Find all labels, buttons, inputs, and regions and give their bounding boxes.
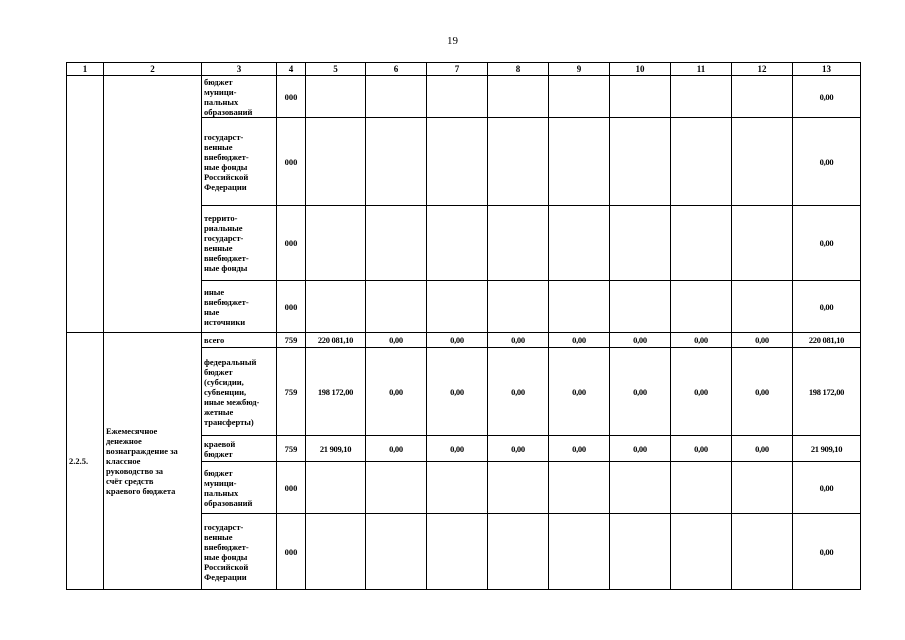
column-header: 5 [306,63,366,76]
total-cell: 0,00 [793,514,861,590]
funding-source-cell: федеральный бюджет (субсидии, субвенции, иные межбюд- жетные трансферты) [202,348,277,436]
column-header: 8 [488,63,549,76]
value-cell: 0,00 [549,348,610,436]
value-cell: 0,00 [732,436,793,462]
column-header: 13 [793,63,861,76]
funding-source-cell: всего [202,333,277,348]
item-code: 2.2.5. [67,333,104,590]
column-header: 1 [67,63,104,76]
funding-source-cell: бюджет муници- пальных образований [202,462,277,514]
value-cell: 0,00 [366,333,427,348]
budget-code-cell: 000 [277,281,306,333]
column-header: 7 [427,63,488,76]
funding-source-cell: государст- венные внебюджет- ные фонды Российской Федерации [202,118,277,206]
total-cell: 198 172,00 [793,348,861,436]
empty-code-cell [67,76,104,333]
empty-description-cell [104,76,202,333]
total-cell: 0,00 [793,206,861,281]
column-header: 10 [610,63,671,76]
total-cell: 0,00 [793,76,861,118]
funding-source-cell: бюджет муници- пальных образований [202,76,277,118]
column-header: 11 [671,63,732,76]
value-cell: 0,00 [610,436,671,462]
value-cell: 0,00 [610,333,671,348]
value-cell: 0,00 [671,436,732,462]
value-cell: 0,00 [549,333,610,348]
value-cell: 0,00 [427,436,488,462]
value-cell: 0,00 [488,348,549,436]
budget-code-cell: 000 [277,76,306,118]
funding-source-cell: террито- риальные государст- венные внебюджет- ные фонды [202,206,277,281]
value-cell: 0,00 [610,348,671,436]
value-cell: 0,00 [549,436,610,462]
column-header: 2 [104,63,202,76]
value-cell: 0,00 [732,333,793,348]
column-header: 9 [549,63,610,76]
table-row [67,333,861,348]
value-cell: 220 081,10 [306,333,366,348]
value-cell: 0,00 [427,348,488,436]
budget-table [66,62,861,590]
value-cell: 0,00 [488,436,549,462]
budget-code-cell: 759 [277,436,306,462]
total-cell: 220 081,10 [793,333,861,348]
budget-code-cell: 000 [277,118,306,206]
value-cell: 0,00 [488,333,549,348]
funding-source-cell: государст- венные внебюджет- ные фонды Российской Федерации [202,514,277,590]
value-cell: 0,00 [671,333,732,348]
column-header: 6 [366,63,427,76]
total-cell: 0,00 [793,281,861,333]
funding-source-cell: краевой бюджет [202,436,277,462]
budget-code-cell: 759 [277,333,306,348]
column-header: 3 [202,63,277,76]
value-cell: 0,00 [366,348,427,436]
page-number: 19 [447,35,458,47]
value-cell: 0,00 [732,348,793,436]
funding-source-cell: иные внебюджет- ные источники [202,281,277,333]
value-cell: 0,00 [427,333,488,348]
item-description: Ежемесячное денежное вознаграждение за классное руководство за счёт средств краевого бюджета [104,333,202,590]
column-header: 12 [732,63,793,76]
budget-code-cell: 000 [277,206,306,281]
value-cell: 0,00 [671,348,732,436]
budget-code-cell: 000 [277,514,306,590]
value-cell: 0,00 [366,436,427,462]
column-header: 4 [277,63,306,76]
total-cell: 0,00 [793,462,861,514]
budget-code-cell: 759 [277,348,306,436]
header-row [67,63,861,76]
table-row [67,76,861,118]
budget-code-cell: 000 [277,462,306,514]
value-cell: 198 172,00 [306,348,366,436]
total-cell: 0,00 [793,118,861,206]
value-cell: 21 909,10 [306,436,366,462]
total-cell: 21 909,10 [793,436,861,462]
